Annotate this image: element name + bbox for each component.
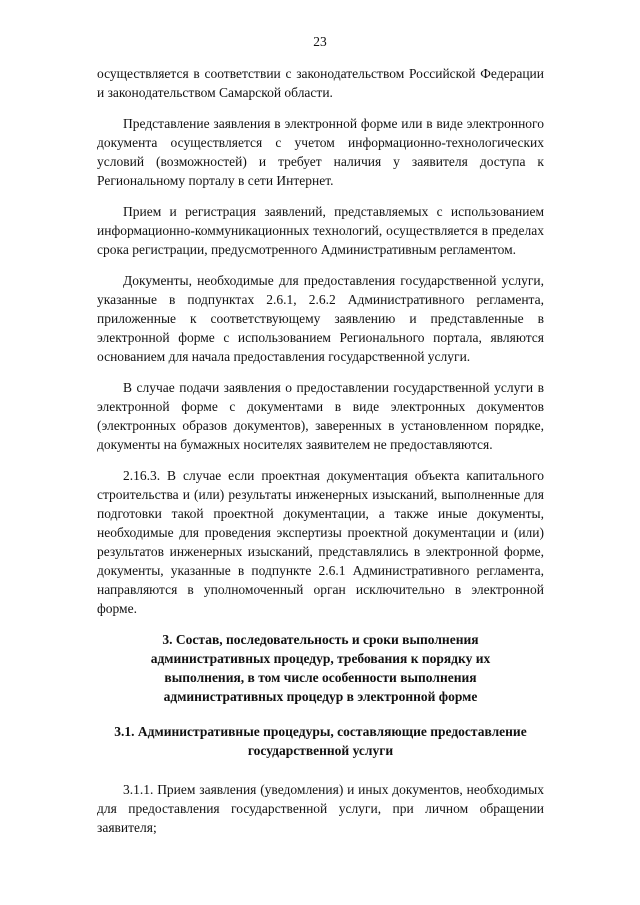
paragraph-paper-documents: В случае подачи заявления о предоставлении государственной услуги в электронной форме с документами в виде электронных документов (электронных образов документов), заверенных в установленном порядке, документы на бумажных носителях заявителем не предоставляются. xyxy=(97,380,544,452)
section-3-1-heading: 3.1. Административные процедуры, составляющие предоставление государственной услуги xyxy=(114,724,527,758)
paragraph-documents: Документы, необходимые для предоставления государственной услуги, указанные в подпунктах 2.6.1, 2.6.2 Административного регламента, приложенные к соответствующему заявлению и представленные в электронной форме с использованием Регионального портала, являются основанием для начала предоставления государственной услуги. xyxy=(97,273,544,364)
page-number: 23 xyxy=(313,34,327,49)
paragraph-continuation: осуществляется в соответствии с законодательством Российской Федерации и законодательством Самарской области. xyxy=(97,66,544,100)
paragraph-registration: Прием и регистрация заявлений, представляемых с использованием информационно-коммуникационных технологий, осуществляется в пределах срока регистрации, предусмотренного Административным регламентом. xyxy=(97,204,544,257)
document-body xyxy=(97,64,544,849)
section-3-heading: 3. Состав, последовательность и сроки выполнения административных процедур, требования к порядку их выполнения, в том числе особенности выполнения административных процедур в электронной форме xyxy=(150,632,491,704)
paragraph-3-1-1: 3.1.1. Прием заявления (уведомления) и иных документов, необходимых для предоставления государственной услуги, при личном обращении заявителя; xyxy=(97,782,544,835)
paragraph-electronic-submission: Представление заявления в электронной форме или в виде электронного документа осуществляется с учетом информационно-технологических условий (возможностей) и требует наличия у заявителя доступа к Региональному порталу в сети Интернет. xyxy=(97,116,544,188)
paragraph-2-16-3: 2.16.3. В случае если проектная документация объекта капитального строительства и (или) результаты инженерных изысканий, выполненные для подготовки такой проектной документации, а также иные документы, необходимые для проведения экспертизы проектной документации и (или) результатов инженерных изысканий, представлялись в электронной форме, документы, указанные в подпункте 2.6.1 Административного регламента, направляются в уполномоченный орган исключительно в электронной форме. xyxy=(97,468,544,616)
